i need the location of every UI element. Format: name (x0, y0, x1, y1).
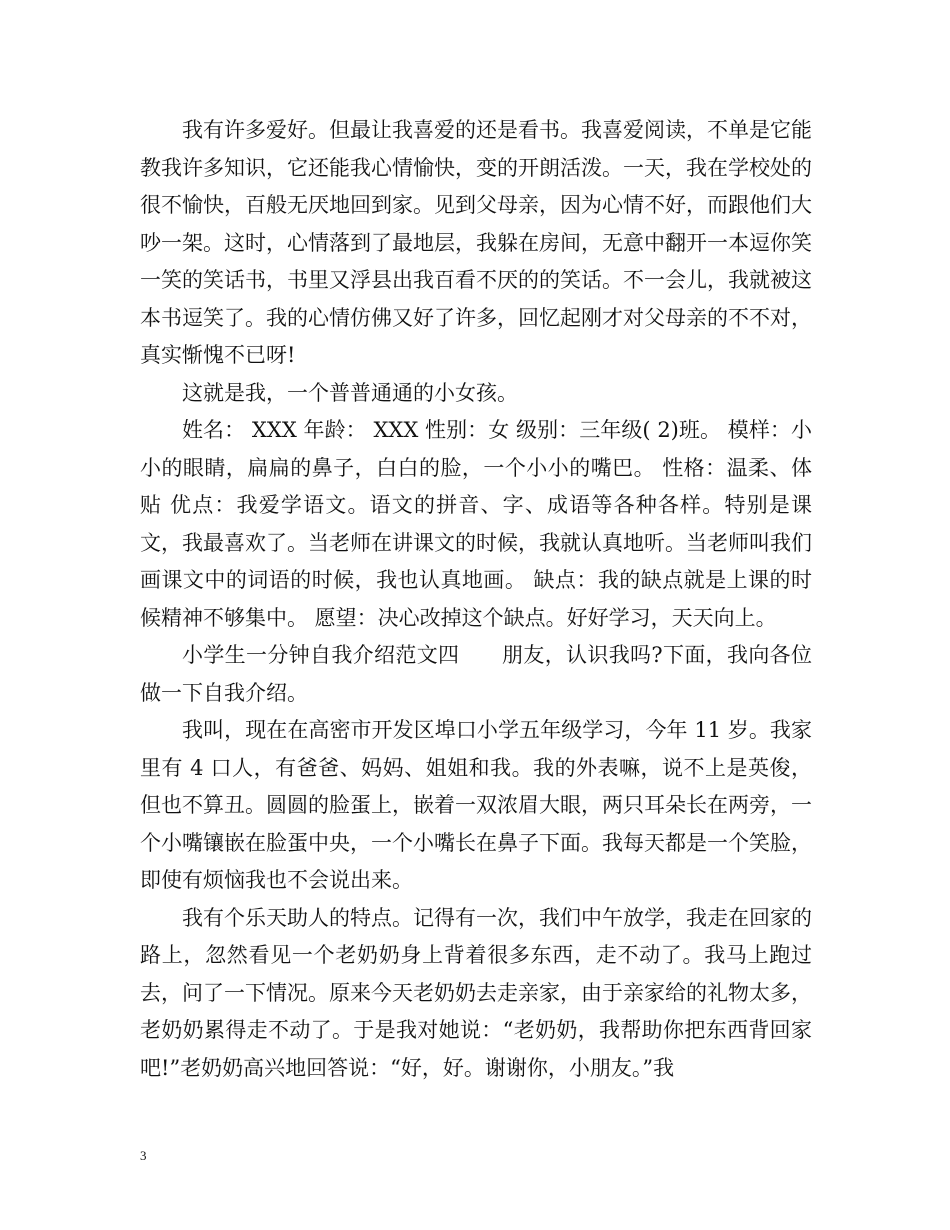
paragraph-sample-four-heading: 小学生一分钟自我介绍范文四 朋友，认识我吗?下面，我向各位做一下自我介绍。 (140, 643, 812, 705)
body-text (140, 112, 812, 1087)
paragraph-helping-grandma: 我有个乐天助人的特点。记得有一次，我们中午放学，我走在回家的路上，忽然看见一个老奶奶身上背着很多东西，走不动了。我马上跑过去，问了一下情况。原来今天老奶奶去走亲家，由于亲家给的礼物太多，老奶奶累得走不动了。于是我对她说：“老奶奶，我帮助你把东西背回家吧!”老奶奶高兴地回答说：“好，好。谢谢你，小朋友。”我 (140, 905, 812, 1080)
paragraph-profile: 姓名： XXX 年龄： XXX 性别：女 级别：三年级( 2)班。 模样：小小的眼睛，扁扁的鼻子，白白的脸，一个小小的嘴巴。 性格：温柔、体贴 优点：我爱学语文。语文的拼音、字、成语等各种各样。特别是课文，我最喜欢了。当老师在讲课文的时候，我就认真地听。当老师叫我们画课文中的词语的时候，我也认真地画。 缺点：我的缺点就是上课的时候精神不够集中。 愿望：决心改掉这个缺点。好好学习，天天向上。 (140, 418, 812, 630)
paragraph-hobby-reading: 我有许多爱好。但最让我喜爱的还是看书。我喜爱阅读，不单是它能教我许多知识，它还能我心情愉快，变的开朗活泼。一天，我在学校处的很不愉快，百般无厌地回到家。见到父母亲，因为心情不好，而跟他们大吵一架。这时，心情落到了最地层，我躲在房间，无意中翻开一本逗你笑一笑的笑话书，书里又浮县出我百看不厌的的笑话。不一会儿，我就被这本书逗笑了。我的心情仿佛又好了许多，回忆起刚才对父母亲的不不对，真实惭愧不已呀! (140, 118, 812, 367)
paragraph-self-introduction: 我叫，现在在高密市开发区埠口小学五年级学习，今年 11 岁。我家里有 4 口人，有爸爸、妈妈、姐姐和我。我的外表嘛，说不上是英俊，但也不算丑。圆圆的脸蛋上，嵌着一双浓眉大眼，两只耳朵长在两旁，一个小嘴镶嵌在脸蛋中央，一个小嘴长在鼻子下面。我每天都是一个笑脸，即使有烦恼我也不会说出来。 (140, 718, 812, 892)
page-number: 3 (140, 1148, 147, 1163)
paragraph-ordinary-girl: 这就是我，一个普普通通的小女孩。 (182, 380, 518, 405)
